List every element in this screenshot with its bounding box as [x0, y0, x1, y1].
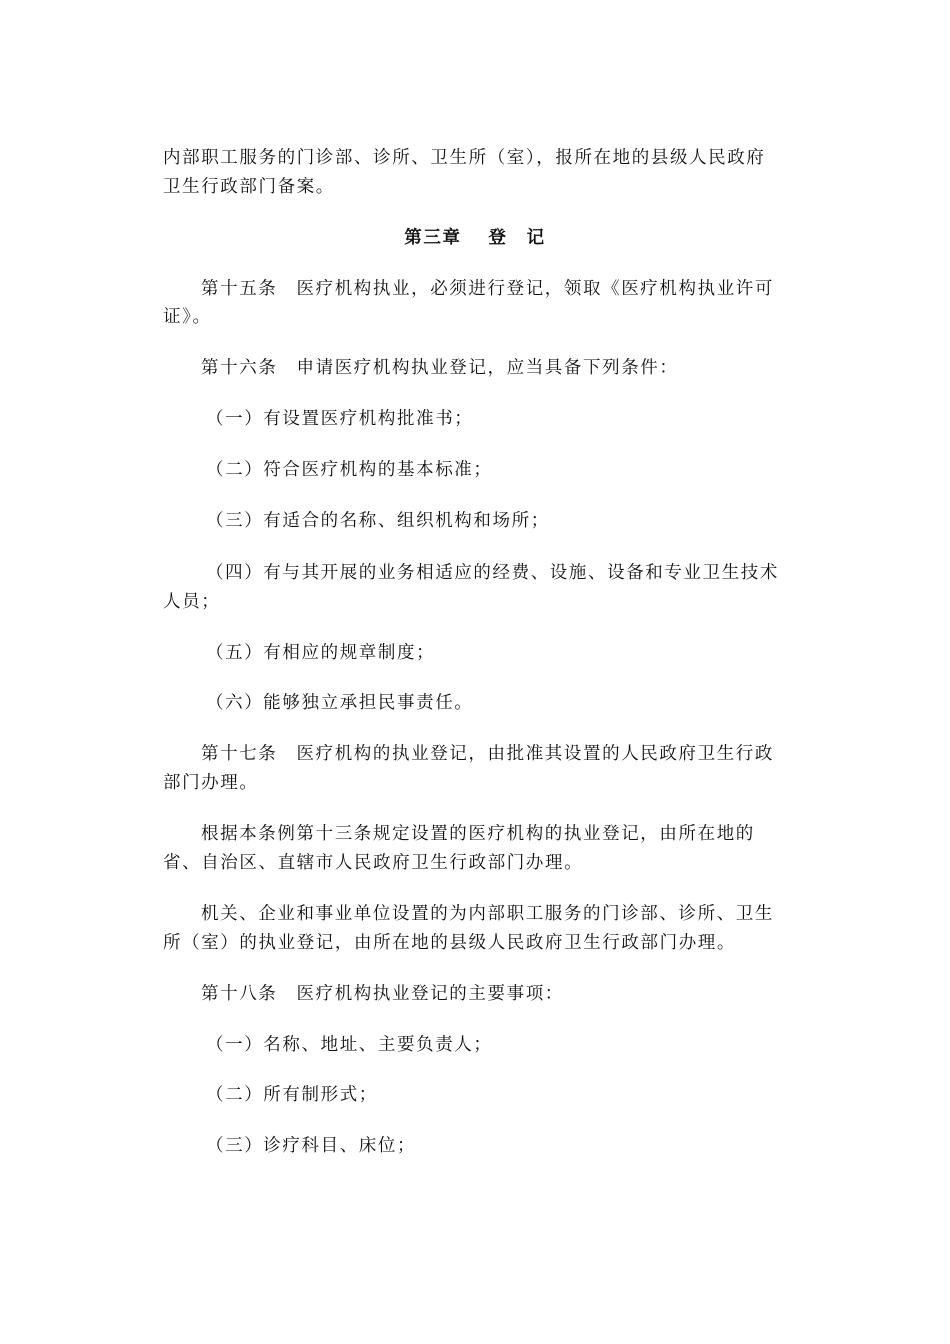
article-17-para-2-line-2: 省、自治区、直辖市人民政府卫生行政部门办理。 — [163, 853, 584, 873]
article-16-item-6: （六）能够独立承担民事责任。 — [206, 693, 474, 713]
intro-line-1: 内部职工服务的门诊部、诊所、卫生所（室），报所在地的县级人民政府 — [163, 148, 766, 168]
article-18-item-3: （三）诊疗科目、床位； — [206, 1136, 417, 1156]
article-17-line-2: 部门办理。 — [163, 773, 259, 793]
article-15-line-1: 第十五条 医疗机构执业，必须进行登记，领取《医疗机构执业许可 — [201, 279, 774, 299]
article-16-item-5: （五）有相应的规章制度； — [206, 643, 436, 663]
intro-line-2: 卫生行政部门备案。 — [163, 177, 335, 197]
article-15-line-2: 证》。 — [163, 307, 212, 327]
article-18-item-1: （一）名称、地址、主要负责人； — [206, 1035, 493, 1055]
article-16-item-3: （三）有适合的名称、组织机构和场所； — [206, 511, 550, 531]
article-18-text: 第十八条 医疗机构执业登记的主要事项： — [201, 984, 564, 1004]
article-16-item-2: （二）符合医疗机构的基本标准； — [206, 460, 493, 480]
article-16-item-4: （四）有与其开展的业务相适应的经费、设施、设备和专业卫生技术 — [206, 563, 779, 583]
article-17-para-2-line-1: 根据本条例第十三条规定设置的医疗机构的执业登记，由所在地的 — [201, 824, 755, 844]
article-17-para-3-line-2: 所（室）的执业登记，由所在地的县级人民政府卫生行政部门办理。 — [163, 933, 736, 953]
chapter-heading: 第三章 登 记 — [404, 228, 546, 248]
article-17-para-3-line-1: 机关、企业和事业单位设置的为内部职工服务的门诊部、诊所、卫生 — [201, 904, 774, 924]
article-17-line-1: 第十七条 医疗机构的执业登记，由批准其设置的人民政府卫生行政 — [201, 744, 774, 764]
article-16-item-4-cont: 人员； — [163, 592, 221, 612]
article-18-item-2: （二）所有制形式； — [206, 1085, 378, 1105]
article-16-item-1: （一）有设置医疗机构批准书； — [206, 409, 474, 429]
article-16-text: 第十六条 申请医疗机构执业登记，应当具备下列条件： — [201, 358, 679, 378]
